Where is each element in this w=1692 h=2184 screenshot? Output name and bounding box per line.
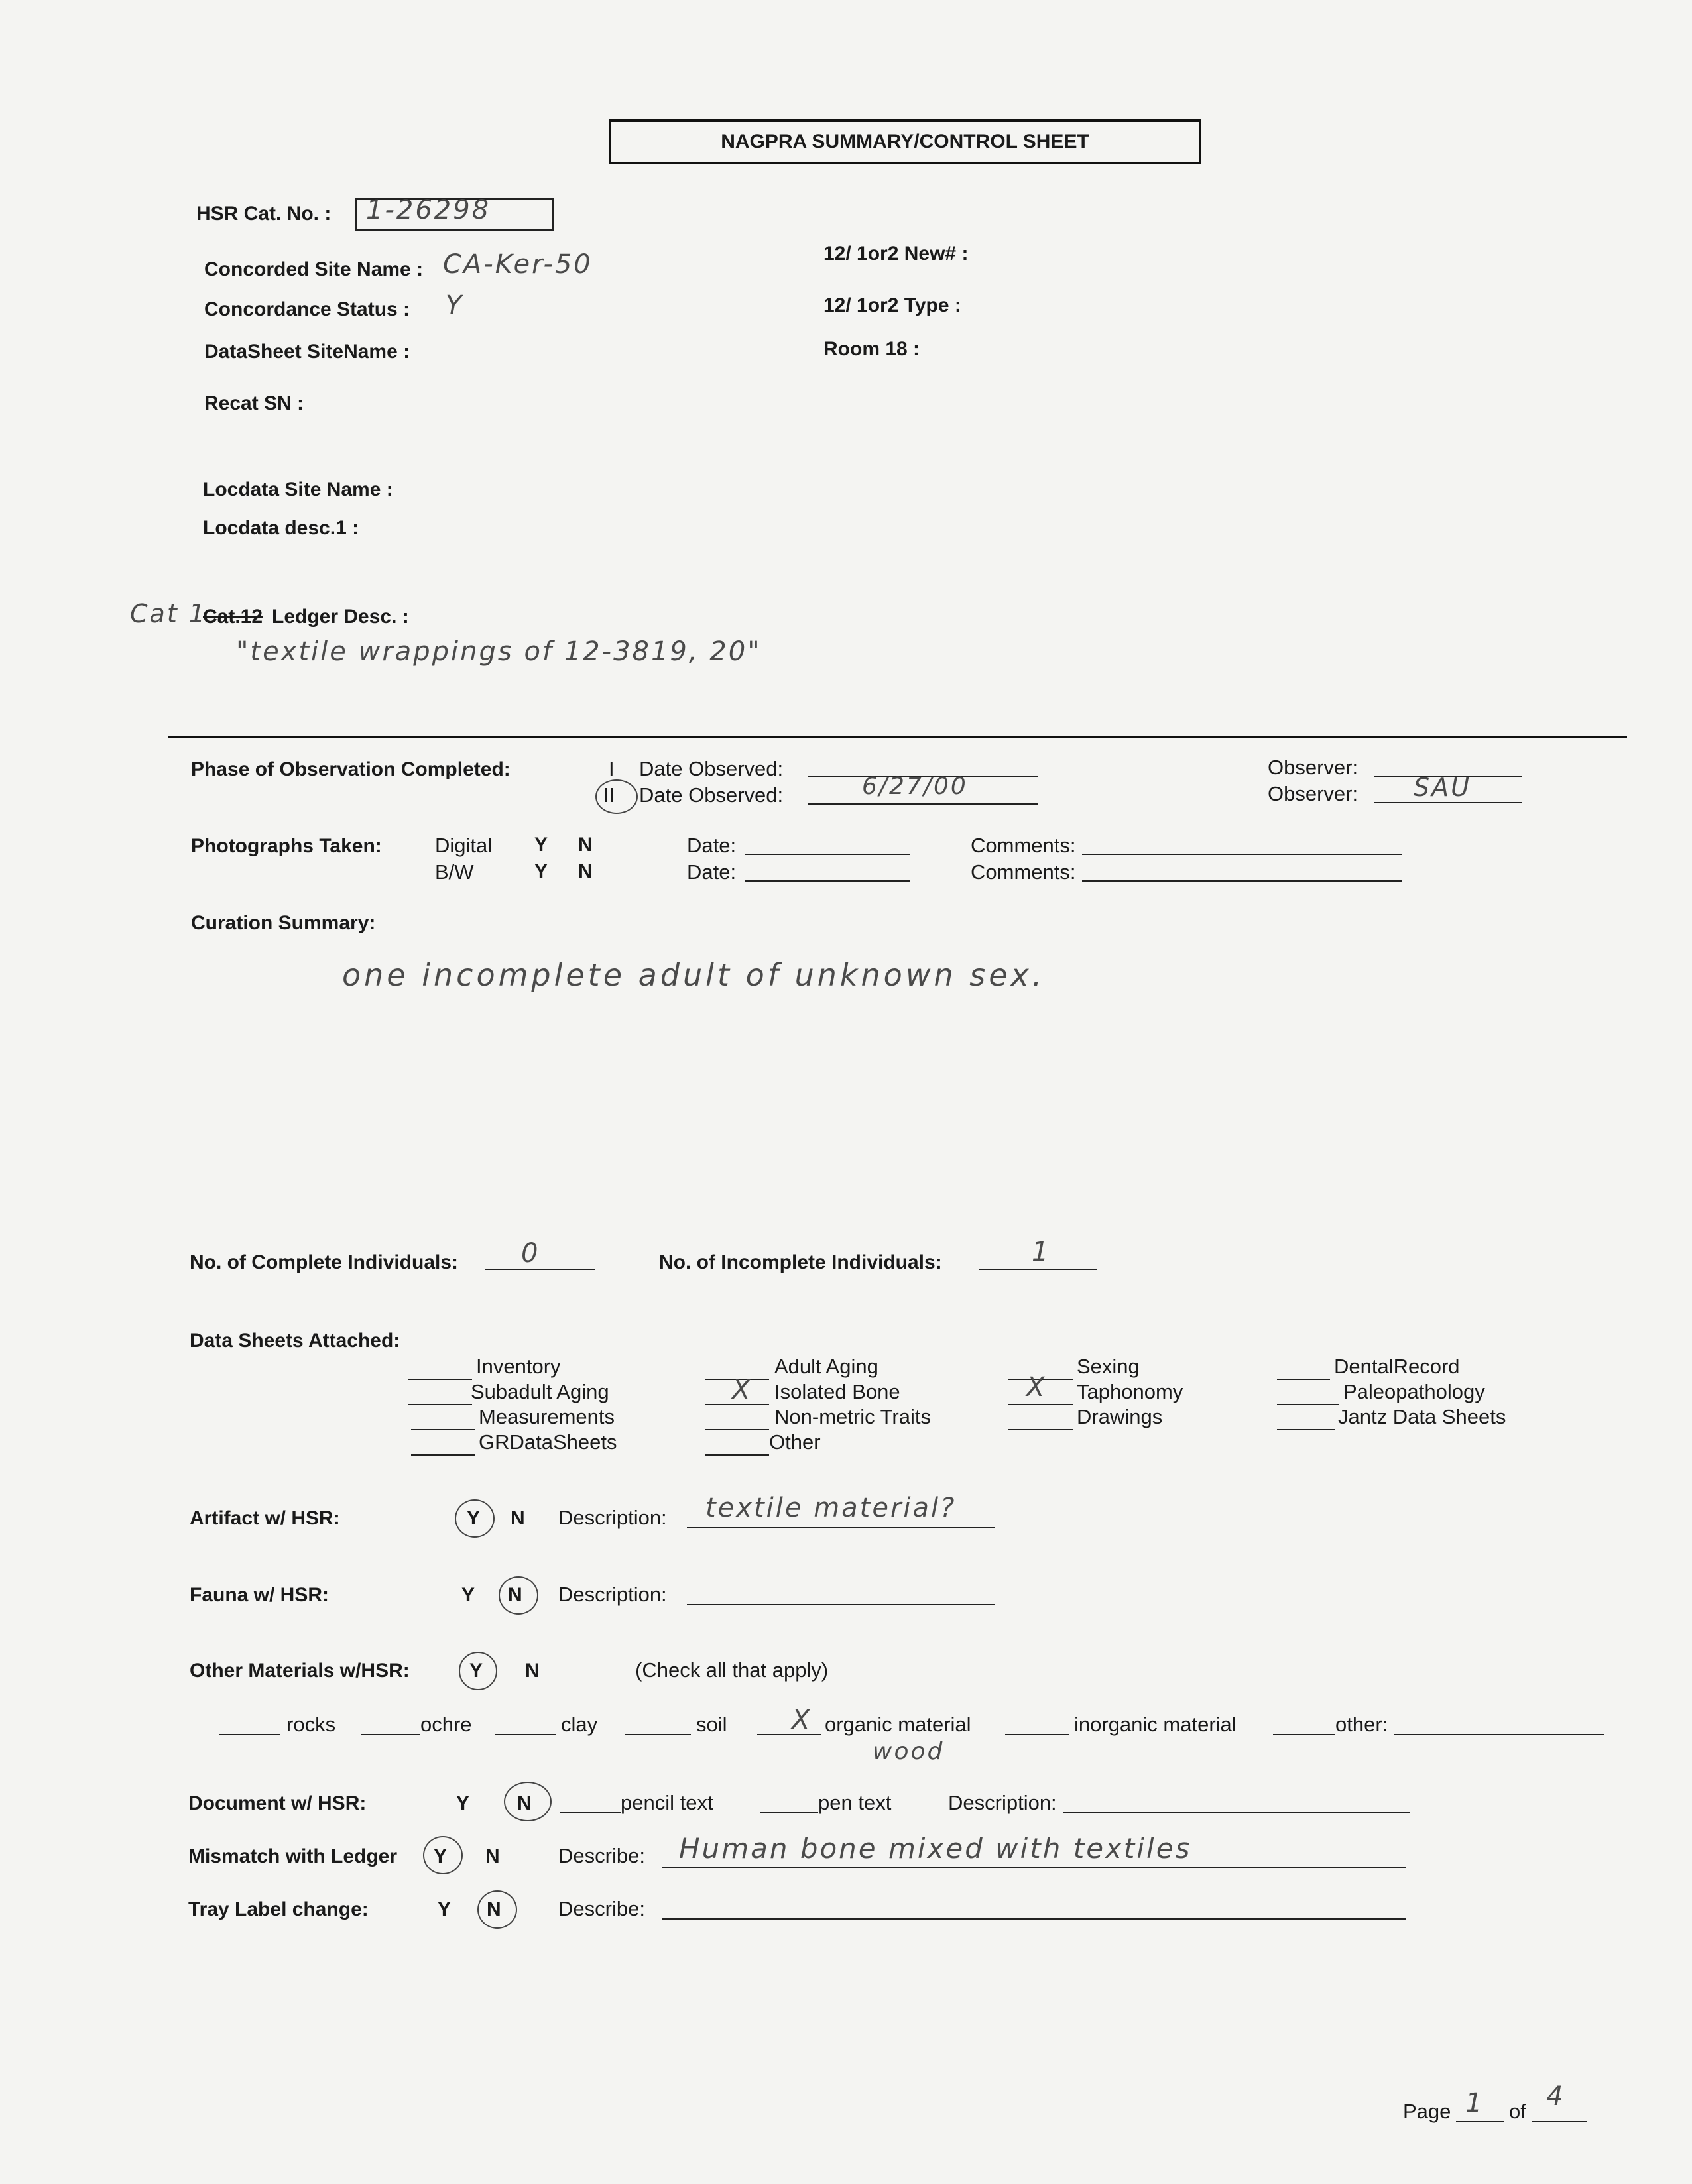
section-divider <box>168 736 1627 738</box>
datasheet-line-paleopathology <box>1277 1404 1339 1405</box>
datasheet-isolated-bone[interactable]: Isolated Bone <box>774 1380 900 1403</box>
document-pencil-line <box>560 1812 621 1813</box>
datasheet-dentalrecord[interactable]: DentalRecord <box>1334 1355 1460 1378</box>
ledger-desc-value: "textile wrappings of 12-3819, 20" <box>236 636 762 667</box>
room-label: Room 18 : <box>823 338 920 360</box>
datasheet-adult-aging[interactable]: Adult Aging <box>774 1355 878 1378</box>
datasheet-line-dentalrecord <box>1277 1379 1330 1380</box>
photos-digital-y[interactable]: Y <box>534 834 548 856</box>
locdata-site-label: Locdata Site Name : <box>203 479 393 500</box>
phase-two-circle <box>595 779 638 814</box>
datasheet-measurements[interactable]: Measurements <box>479 1405 615 1428</box>
datasheet-line-subadult-aging <box>408 1404 472 1405</box>
photos-date-label-2: Date: <box>687 860 737 884</box>
photos-comments-line-2 <box>1082 880 1402 882</box>
material-rocks[interactable]: rocks <box>286 1713 336 1736</box>
fauna-y[interactable]: Y <box>461 1584 475 1606</box>
mismatch-desc-label: Describe: <box>558 1844 645 1867</box>
hsr-cat-label: HSR Cat. No. : <box>196 203 332 225</box>
other-materials-label: Other Materials w/HSR: <box>190 1660 410 1682</box>
photos-bw: B/W <box>435 860 474 884</box>
document-y[interactable]: Y <box>456 1792 470 1814</box>
tray-y[interactable]: Y <box>438 1898 452 1920</box>
hsr-cat-value: 1-26298 <box>366 195 491 225</box>
document-pen-line <box>760 1812 818 1813</box>
tray-desc-line <box>662 1918 1406 1920</box>
concorded-site-label: Concorded Site Name : <box>204 259 424 280</box>
datasheet-line-other <box>705 1454 769 1456</box>
other-materials-y[interactable]: Y <box>469 1660 483 1682</box>
photos-bw-y[interactable]: Y <box>534 860 548 882</box>
datasheet-nonmetric-traits[interactable]: Non-metric Traits <box>774 1405 931 1428</box>
material-line-other <box>1273 1734 1335 1735</box>
tray-desc-label: Describe: <box>558 1897 645 1920</box>
material-organic-mark: X <box>792 1705 812 1735</box>
fauna-n[interactable]: N <box>508 1584 522 1606</box>
datasheet-line-jantz <box>1277 1429 1335 1430</box>
tray-label: Tray Label change: <box>188 1898 369 1920</box>
datasheet-isolated-bone-mark: X <box>732 1375 753 1405</box>
incomplete-individuals-label: No. of Incomplete Individuals: <box>659 1251 942 1273</box>
other-materials-n[interactable]: N <box>525 1660 540 1682</box>
datasheet-other[interactable]: Other <box>769 1430 821 1454</box>
material-organic[interactable]: organic material <box>825 1713 971 1736</box>
incomplete-individuals-line <box>979 1269 1097 1270</box>
photos-label: Photographs Taken: <box>191 835 382 857</box>
datasheet-line-taphonomy <box>1008 1404 1073 1405</box>
total-value: 4 <box>1546 2081 1565 2112</box>
page-label: Page <box>1403 2100 1451 2123</box>
curation-value: one incomplete adult of unknown sex. <box>342 957 1046 993</box>
material-line-ochre <box>361 1734 420 1735</box>
curation-label: Curation Summary: <box>191 912 376 934</box>
datasheet-paleopathology[interactable]: Paleopathology <box>1343 1380 1485 1403</box>
document-pen-text[interactable]: pen text <box>818 1791 892 1814</box>
material-inorganic[interactable]: inorganic material <box>1074 1713 1237 1736</box>
locdata-desc-label: Locdata desc.1 : <box>203 517 359 539</box>
photos-comments-label-1: Comments: <box>971 834 1076 857</box>
artifact-desc-line <box>687 1527 995 1528</box>
incomplete-individuals-value: 1 <box>1032 1237 1051 1267</box>
document-desc-line <box>1063 1812 1410 1813</box>
fauna-n-circle <box>499 1576 538 1615</box>
datasheet-drawings[interactable]: Drawings <box>1077 1405 1163 1428</box>
tray-n[interactable]: N <box>487 1898 501 1920</box>
artifact-y-circle <box>455 1499 495 1538</box>
photos-digital: Digital <box>435 834 493 857</box>
datasheets-label: Data Sheets Attached: <box>190 1330 400 1351</box>
complete-individuals-value: 0 <box>521 1238 540 1269</box>
datasheet-taphonomy-mark: X <box>1026 1372 1047 1403</box>
concorded-site-value: CA-Ker-50 <box>443 249 593 280</box>
mismatch-label: Mismatch with Ledger <box>188 1845 398 1867</box>
document-label: Document w/ HSR: <box>188 1792 367 1814</box>
observer-label-2: Observer: <box>1268 782 1359 805</box>
artifact-y[interactable]: Y <box>467 1507 481 1529</box>
photos-date-line-1 <box>745 854 910 855</box>
material-ochre[interactable]: ochre <box>420 1713 472 1736</box>
new-number-label: 12/ 1or2 New# : <box>823 243 969 264</box>
form-title: NAGPRA SUMMARY/CONTROL SHEET <box>609 119 1201 164</box>
other-materials-note: (Check all that apply) <box>635 1658 829 1682</box>
artifact-n[interactable]: N <box>511 1507 525 1529</box>
complete-individuals-label: No. of Complete Individuals: <box>190 1251 459 1273</box>
photos-digital-n[interactable]: N <box>578 834 593 856</box>
document-desc-label: Description: <box>948 1791 1057 1814</box>
photos-date-line-2 <box>745 880 910 882</box>
ledger-desc-label: Ledger Desc. : <box>272 606 409 628</box>
phase-one: I <box>609 757 615 780</box>
datasheet-line-nonmetric <box>705 1429 769 1430</box>
fauna-label: Fauna w/ HSR: <box>190 1584 330 1606</box>
artifact-desc-label: Description: <box>558 1506 667 1529</box>
mismatch-desc-value: Human bone mixed with textiles <box>679 1832 1192 1865</box>
mismatch-y[interactable]: Y <box>434 1845 448 1867</box>
material-soil[interactable]: soil <box>696 1713 727 1736</box>
date-observed-label-1: Date Observed: <box>639 757 784 780</box>
phase-two: II <box>603 783 615 807</box>
material-line-inorganic <box>1005 1734 1069 1735</box>
observer-line-2 <box>1374 802 1522 803</box>
photos-bw-n[interactable]: N <box>578 860 593 882</box>
phase-label: Phase of Observation Completed: <box>191 758 511 780</box>
datasheet-grdatasheets[interactable]: GRDataSheets <box>479 1430 617 1454</box>
photos-date-label-1: Date: <box>687 834 737 857</box>
date-observed-line-2 <box>808 803 1038 805</box>
datasheet-line-grdatasheets <box>411 1454 475 1456</box>
material-line-rocks <box>219 1734 280 1735</box>
artifact-desc-value: textile material? <box>705 1493 957 1523</box>
observer-label-1: Observer: <box>1268 756 1359 779</box>
photos-comments-line-1 <box>1082 854 1402 855</box>
mismatch-n[interactable]: N <box>485 1845 500 1867</box>
date-observed-label-2: Date Observed: <box>639 783 784 807</box>
artifact-label: Artifact w/ HSR: <box>190 1507 340 1529</box>
material-line-clay <box>495 1734 556 1735</box>
mismatch-y-circle <box>423 1836 463 1874</box>
observer-value-2: SAU <box>1414 773 1471 802</box>
concordance-value: Y <box>446 290 464 321</box>
of-label: of <box>1509 2100 1526 2123</box>
complete-individuals-line <box>485 1269 595 1270</box>
datasheet-sitename-label: DataSheet SiteName : <box>204 341 410 363</box>
concordance-label: Concordance Status : <box>204 298 410 320</box>
datasheet-line-inventory <box>408 1379 472 1380</box>
material-clay[interactable]: clay <box>561 1713 598 1736</box>
date-observed-value-2: 6/27/00 <box>862 773 968 800</box>
datasheet-line-drawings <box>1008 1429 1073 1430</box>
tray-n-circle <box>477 1890 517 1929</box>
datasheet-inventory[interactable]: Inventory <box>476 1355 561 1378</box>
other-materials-y-circle <box>459 1652 497 1690</box>
datasheet-sexing[interactable]: Sexing <box>1077 1355 1140 1378</box>
document-n-circle <box>504 1782 552 1821</box>
total-line <box>1532 2121 1587 2122</box>
material-organic-note: wood <box>873 1738 945 1765</box>
page-line <box>1456 2121 1504 2122</box>
datasheet-subadult-aging[interactable]: Subadult Aging <box>471 1380 609 1403</box>
datasheet-taphonomy[interactable]: Taphonomy <box>1077 1380 1183 1403</box>
datasheet-jantz[interactable]: Jantz Data Sheets <box>1338 1405 1506 1428</box>
fauna-desc-line <box>687 1604 995 1605</box>
material-other-line <box>1394 1734 1604 1735</box>
ledger-prefix-handwritten: Cat 1 <box>130 599 207 628</box>
ledger-struck-label: Cat.12 <box>203 606 263 628</box>
datasheet-line-measurements <box>411 1429 475 1430</box>
page-value: 1 <box>1465 2088 1484 2118</box>
photos-comments-label-2: Comments: <box>971 860 1076 884</box>
document-pencil-text[interactable]: pencil text <box>621 1791 713 1814</box>
fauna-desc-label: Description: <box>558 1583 667 1606</box>
document-n[interactable]: N <box>517 1792 532 1814</box>
recat-sn-label: Recat SN : <box>204 392 304 414</box>
material-other[interactable]: other: <box>1335 1713 1388 1736</box>
mismatch-desc-line <box>662 1867 1406 1868</box>
material-line-soil <box>625 1734 691 1735</box>
type-label: 12/ 1or2 Type : <box>823 294 961 316</box>
